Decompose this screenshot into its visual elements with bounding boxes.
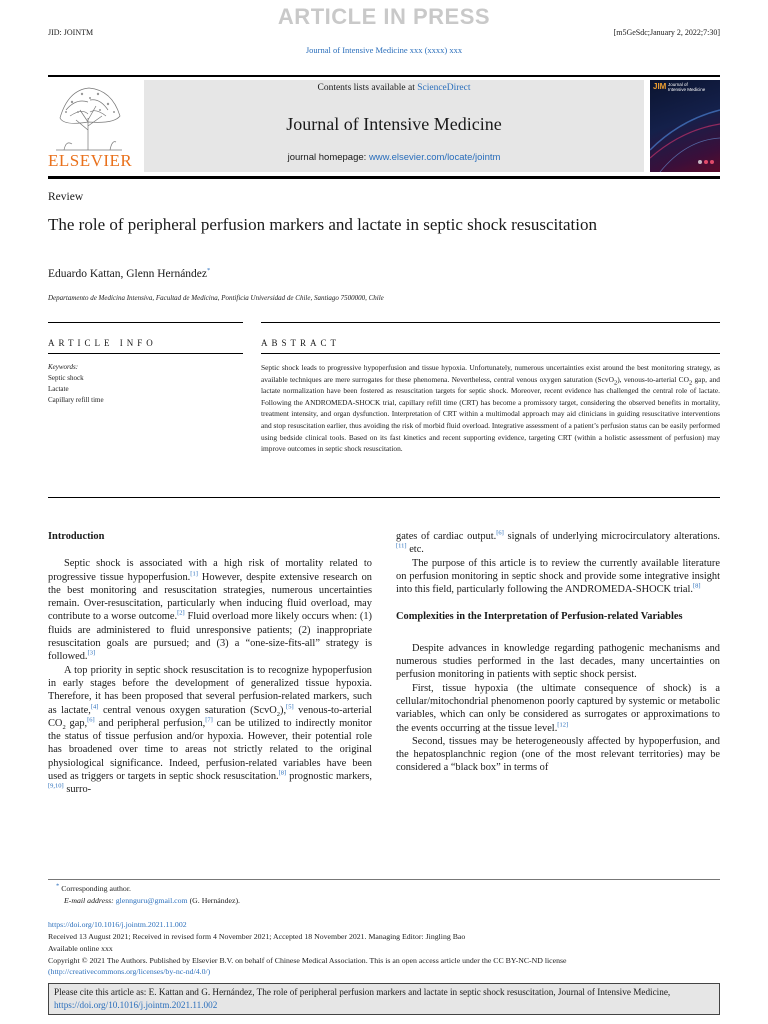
citation-ref[interactable]: [11] — [396, 542, 407, 550]
abstract-part-3: gap, and lactate normalization have been fostered as resuscitation targets for septic shock. Moreover, recent evidence has challenged the central role of lactate. Following the ANDROMEDA-SHOCK trial, capillary refill time (CRT) has become a promissory target, considering the observed benefits in mortality, treatment intensity, and organ dysfunction. Interpretation of CRT within a multimodal approach may aid clinicians in guiding resuscitative interventions and stop resuscitation earlier, thus avoiding the risk of morbid fluid overload. Integrative assessment of a patient’s perfusion status can be easily performed using bedside clinical tools. Based on its fast kinetics and recent supporting evidence, targeting CRT (within a holistic assessment of perfusion) may improve outcomes in septic shock resuscitation. — [261, 374, 720, 454]
paragraph — [48, 664, 372, 797]
citation-ref[interactable]: [7] — [205, 716, 213, 724]
body-left-column — [48, 530, 372, 797]
body-right-column — [396, 530, 720, 775]
text-run: Fluid overload more likely occurs when: (1) fluids are administered to fluid unresponsive patients; (2) inappropriate resuscitation goals are pursued; and (3) a “one-size-fits-all” strategy is followed. — [48, 611, 372, 663]
journal-title: Journal of Intensive Medicine — [286, 114, 502, 134]
contents-line — [144, 83, 644, 93]
journal-homepage-line — [144, 152, 644, 163]
subscript-2: 2 — [613, 379, 618, 387]
email-label: E-mail address: — [64, 896, 116, 905]
text-run: signals of underlying microcirculatory alterations. — [503, 531, 720, 542]
citation-ref[interactable]: [2] — [177, 610, 185, 618]
abstract-heading: ABSTRACT — [261, 338, 341, 348]
article-info-heading: ARTICLE INFO — [48, 338, 157, 348]
copyright-line: Copyright © 2021 The Authors. Published by Elsevier B.V. on behalf of Chinese Medical Association. This is an open access article under the CC BY-NC-ND license — [48, 956, 567, 965]
abstract-text — [261, 362, 720, 455]
info-rule-top — [48, 322, 243, 323]
journal-citation-line[interactable]: Journal of Intensive Medicine xxx (xxxx) xxx — [305, 45, 463, 55]
email-footnote — [64, 895, 240, 906]
cover-name-line-2: Intensive Medicine — [668, 87, 706, 92]
text-run: surro- — [63, 784, 92, 796]
license-link[interactable]: (http://creativecommons.org/licenses/by-nc-nd/4.0/) — [48, 967, 211, 976]
header-rule-bottom — [48, 176, 720, 179]
text-run: gates of cardiac output. — [396, 531, 497, 542]
section-heading-complexities: Complexities in the Interpretation of Perfusion-related Variables — [396, 611, 683, 623]
paragraph — [396, 682, 720, 735]
article-title: The role of peripheral perfusion markers and lactate in septic shock resuscitation — [48, 215, 597, 234]
email-link[interactable]: glennguru@gmail.com — [115, 896, 188, 905]
affiliation: Departamento de Medicina Intensiva, Facultad de Medicina, Pontificia Universidad de Chile, Santiago 7500000, Chile — [48, 294, 384, 302]
text-run: Septic shock is associated with a high risk of mortality related to progressive tissue hypoperfusion. — [48, 558, 372, 583]
corresponding-label: Corresponding author. — [61, 884, 131, 893]
paragraph — [48, 557, 372, 663]
text-run: can be utilized to indirectly monitor the status of tissue perfusion and/or hypoxia. However, their potential role has broadened over time to areas not strictly related to the original physiological significance. Indeed, perfusion-related variables have been used as triggers or targets in septic shock resuscitation. — [48, 717, 372, 783]
abstract-rule-bottom — [48, 497, 720, 498]
paragraph — [396, 557, 720, 597]
authors-names: Eduardo Kattan, Glenn Hernández — [48, 268, 208, 280]
doi-link[interactable]: https://doi.org/10.1016/j.jointm.2021.11.002 — [48, 920, 187, 929]
keyword-item: Septic shock — [48, 374, 84, 382]
footnote-rule — [48, 879, 720, 880]
citation-ref[interactable]: [12] — [557, 721, 569, 729]
text-run: First, tissue hypoxia (the ultimate consequence of shock) is a cellular/mitochondrial phenomenon poorly captured by systemic or metabolic variables, which can only be considered as surrogates or approximations to the events occurring at the tissue level. — [396, 682, 720, 734]
corresponding-author-mark[interactable]: * — [207, 267, 211, 275]
citation-ref[interactable]: [8] — [692, 582, 701, 590]
section-heading-introduction: Introduction — [48, 531, 105, 542]
keyword-item: Capillary refill time — [48, 396, 104, 404]
email-suffix: (G. Hernández). — [187, 896, 241, 905]
citation-ref[interactable]: [1] — [190, 570, 198, 578]
footnote-mark: * — [56, 882, 60, 890]
homepage-link[interactable]: www.elsevier.com/locate/jointm — [368, 152, 501, 163]
author-list — [48, 268, 210, 280]
citation-text: Please cite this article as: E. Kattan and G. Hernández, The role of peripheral perfusion markers and lactate in septic shock resuscitation, Journal of Intensive Medicine, — [54, 987, 671, 997]
corresponding-footnote — [56, 883, 131, 894]
citation-box — [48, 983, 720, 1015]
publisher-name: ELSEVIER — [48, 151, 133, 170]
subscript-2: 2 — [62, 723, 66, 731]
paragraph: Despite advances in knowledge regarding pathogenic mechanisms and numerous studies performed in the last decades, many uncertainties on perfusion monitoring in patients with septic shock persist. — [396, 642, 720, 681]
manuscript-meta: [m5GeSdc;January 2, 2022;7:30] — [613, 28, 720, 37]
text-run: gap, — [65, 717, 88, 729]
subscript-2: 2 — [688, 379, 693, 387]
citation-ref[interactable]: [3] — [87, 649, 96, 657]
text-run: prognostic markers, — [286, 771, 373, 783]
journal-cover-thumbnail — [650, 80, 720, 172]
available-online-line: Available online xxx — [48, 944, 113, 953]
text-run: ), — [279, 704, 287, 716]
sciencedirect-link[interactable]: ScienceDirect — [417, 83, 471, 93]
text-run: and peripheral perfusion, — [94, 717, 206, 729]
text-run: The purpose of this article is to review the currently available literature on perfusion monitoring in septic shock and provide some integrative insight into this field, particularly following the ANDROMEDA-SHOCK trial. — [396, 557, 720, 596]
citation-ref[interactable]: [5] — [286, 703, 294, 711]
abstract-part-1: Septic shock leads to progressive hypoperfusion and tissue hypoxia. Unfortunately, numerous uncertainties exist around the best monitoring strategy, as available techniques are mere surrogates for these phenomena. Nevertheless, central venous oxygen saturation (ScvO — [261, 363, 720, 384]
keyword-item: Lactate — [48, 385, 69, 393]
article-type: Review — [48, 191, 84, 203]
contents-prefix: Contents lists available at — [317, 83, 418, 93]
doi-line — [48, 919, 187, 930]
homepage-prefix: journal homepage: — [287, 152, 369, 163]
abstract-rule-mid — [261, 353, 720, 354]
text-run: etc. — [406, 544, 424, 556]
cover-journal-name — [668, 82, 705, 92]
citation-ref[interactable]: [6] — [87, 716, 95, 724]
header-rule-top — [48, 75, 720, 77]
text-run: A top priority in septic shock resuscitation is to recognize hypoperfusion in early stages before the development of generalized tissue hypoxia. Therefore, it has been proposed that several perfusion-related markers, such as lactate, — [48, 664, 372, 716]
keywords-label: Keywords: — [48, 363, 79, 371]
info-rule-mid — [48, 353, 243, 354]
citation-ref[interactable]: [4] — [90, 703, 99, 711]
text-run: central venous oxygen saturation (ScvO — [98, 704, 277, 716]
paragraph: Second, tissues may be heterogeneously affected by hypoperfusion, and the hepatosplanchnic region (one of the most relevant territories) may be considered a “black box” in terms of — [396, 735, 720, 774]
text-run: However, despite extensive research on the best monitoring and resuscitation strategies, numerous uncertainties remain. Over-resuscitation, particularly when inducing fluid overload, may contribute to a worse outcome. — [48, 571, 373, 623]
citation-ref[interactable]: [6] — [496, 529, 504, 537]
abstract-part-2: ), venous-to-arterial CO — [617, 374, 689, 384]
citation-ref[interactable]: [8] — [278, 769, 287, 777]
journal-id: JID: JOINTM — [48, 28, 94, 37]
citation-doi-link[interactable]: https://doi.org/10.1016/j.jointm.2021.11.002 — [54, 1000, 218, 1010]
cover-name-line-1: Journal of — [668, 82, 688, 87]
license-line — [48, 966, 210, 977]
received-line: Received 13 August 2021; Received in revised form 4 November 2021; Accepted 18 November 2021. Managing Editor: Jingling Bao — [48, 932, 466, 941]
cover-abbreviation: JIM — [653, 82, 667, 91]
article-in-press-banner: ARTICLE IN PRESS — [277, 4, 491, 29]
subscript-2: 2 — [276, 710, 280, 718]
abstract-rule-top — [261, 322, 720, 323]
citation-ref[interactable]: [9,10] — [48, 782, 64, 790]
paragraph — [396, 530, 720, 557]
text-run: venous-to-arterial CO — [48, 704, 372, 729]
